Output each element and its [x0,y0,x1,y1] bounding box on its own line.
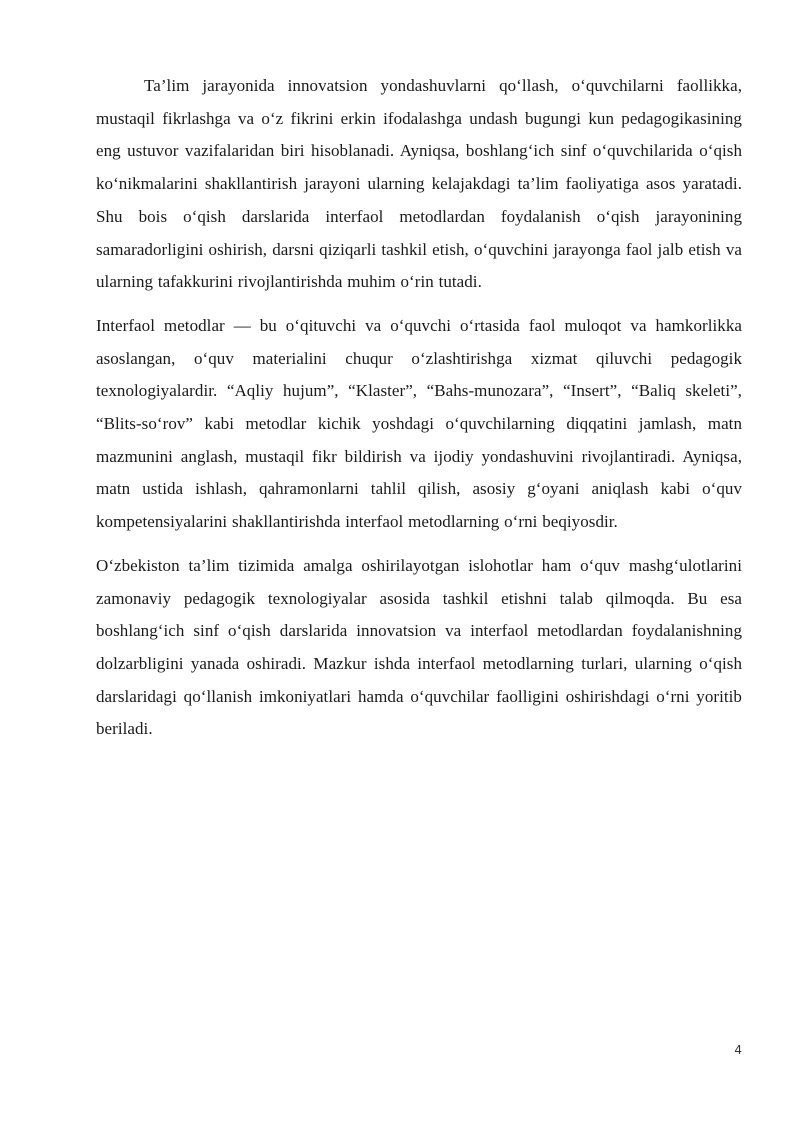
paragraph-interactive-methods: Interfaol metodlar — bu o‘qituvchi va o‘quvchi o‘rtasida faol muloqot va hamkorlikka asoslangan, o‘quv materialini chuqur o‘zlashtirishga xizmat qiluvchi pedagogik texnologiyalardir. “Aqliy hujum”, “Klaster”, “Bahs-munozara”, “Insert”, “Baliq skeleti”, “Blits-so‘rov” kabi metodlar kichik yoshdagi o‘quvchilarning diqqatini jamlash, matn mazmunini anglash, mustaqil fikr bildirish va ijodiy yondashuvini rivojlantiradi. Ayniqsa, matn ustida ishlash, qahramonlarni tahlil qilish, asosiy g‘oyani aniqlash kabi o‘quv kompetensiyalarini shakllantirishda interfaol metodlarning o‘rni beqiyosdir. [96,315,742,532]
paragraph-education-reforms: O‘zbekiston ta’lim tizimida amalga oshirilayotgan islohotlar ham o‘quv mashg‘ulotlarini zamonaviy pedagogik texnologiyalar asosida tashkil etishni talab qilmoqda. Bu esa boshlang‘ich sinf o‘qish darslarida innovatsion va interfaol metodlardan foydalanishning dolzarbligini yanada oshiradi. Mazkur ishda interfaol metodlarning turlari, ularning o‘qish darslaridagi qo‘llanish imkoniyatlari hamda o‘quvchilar faolligini oshirishdagi o‘rni yoritib beriladi. [96,555,742,739]
paragraph-intro: Ta’lim jarayonida innovatsion yondashuvlarni qo‘llash, o‘quvchilarni faollikka, mustaqil fikrlashga va o‘z fikrini erkin ifodalashga undash bugungi kun pedagogikasining eng ustuvor vazifalaridan biri hisoblanadi. Ayniqsa, boshlang‘ich sinf o‘quvchilarida o‘qish ko‘nikmalarini shakllantirish jarayoni ularning kelajakdagi ta’lim faoliyatiga asos yaratadi. Shu bois o‘qish darslarida interfaol metodlardan foydalanish o‘qish jarayonining samaradorligini oshirish, darsni qiziqarli tashkil etish, o‘quvchini jarayonga faol jalb etish va ularning tafakkurini rivojlantirishda muhim o‘rin tutadi. [96,76,742,292]
page-number: 4 [734,1043,742,1057]
page-body [96,70,742,746]
